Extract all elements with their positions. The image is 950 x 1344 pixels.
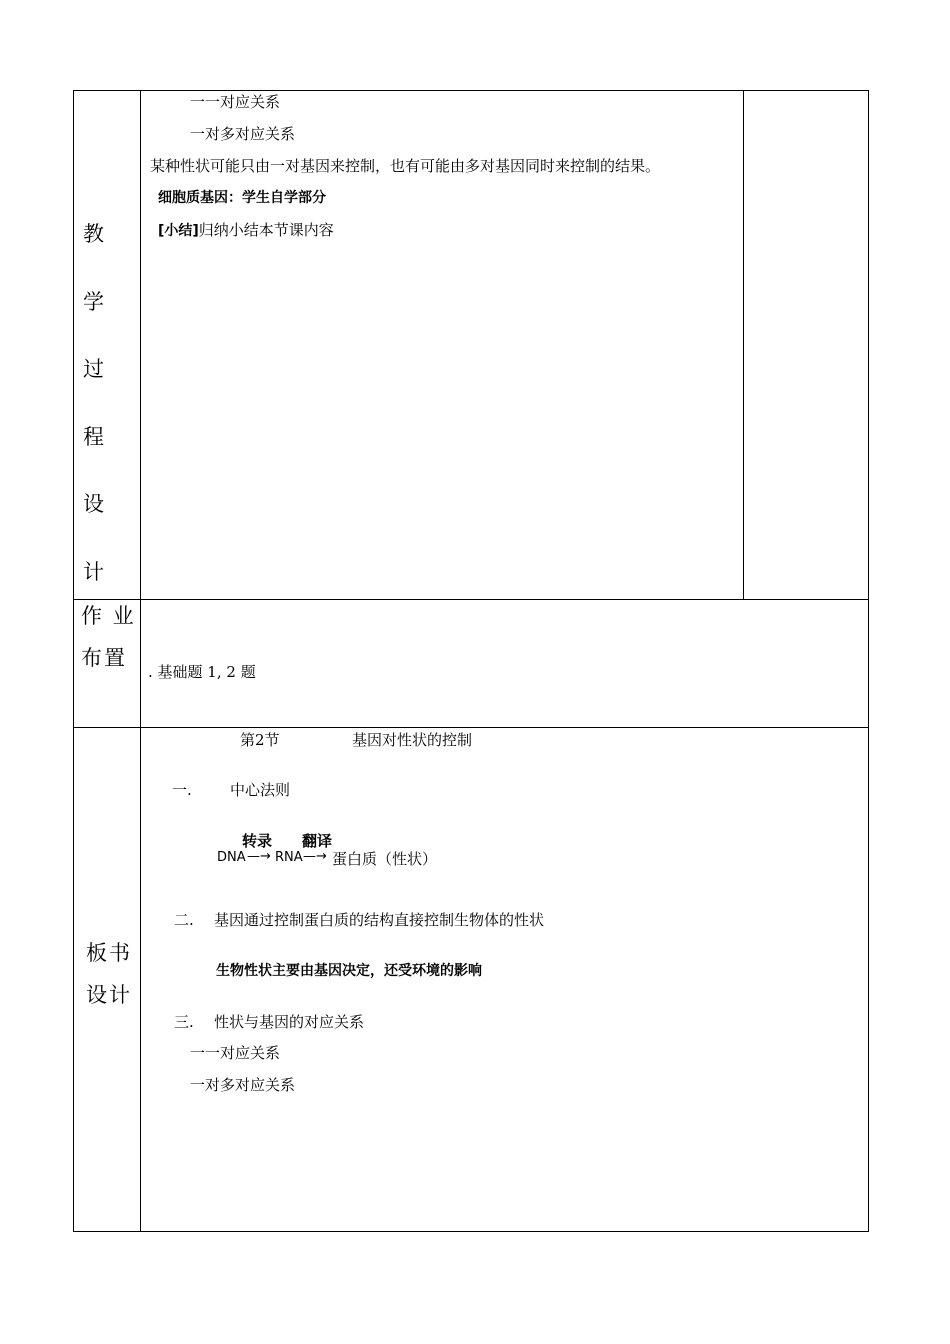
board-section-number: 第2节 [240,731,280,749]
summary-tag: [小结] [158,223,199,239]
table-border-bottom [73,1231,869,1232]
homework-label-line2: 布置 [81,646,127,670]
table-border-top [73,90,869,91]
table-border-row2 [73,727,869,728]
process-line-explanation: 某种性状可能只由一对基因来控制，也有可能由多对基因同时来控制的结果。 [150,157,661,175]
board-sub-one-to-many: 一对多对应关系 [190,1076,296,1094]
arrow-icon: —→ [247,849,271,864]
board-label-line2: 设计 [86,983,132,1007]
table-border-right [868,90,869,1232]
label-char: 学 [83,290,104,314]
board-sub-one-to-one: 一一对应关系 [190,1044,281,1062]
board-item2-text: 基因通过控制蛋白质的结构直接控制生物体的性状 [214,911,545,929]
table-border-notes-col [743,90,744,600]
transcription-label: 转录 [242,832,273,850]
translation-label: 翻译 [302,832,333,850]
board-item2-number: 二. [174,911,194,929]
homework-text: . 基础题 1, 2 题 [148,663,256,681]
table-border-left [73,90,74,1232]
board-item1-text: 中心法则 [230,781,291,799]
board-label-line1: 板书 [86,941,132,965]
table-border-label-col [140,90,141,1232]
cytoplasm-gene-heading: 细胞质基因：学生自学部分 [158,190,326,206]
label-char: 计 [83,560,104,584]
board-item1-number: 一. [172,781,192,799]
board-bold-statement: 生物性状主要由基因决定，还受环境的影响 [216,963,482,979]
table-border-row1 [73,599,869,600]
central-dogma-diagram [212,830,462,870]
homework-label-line1: 作 业 [81,604,136,628]
arrow-icon: —→ [303,849,327,864]
board-item3-number: 三. [174,1013,194,1031]
protein-label: 蛋白质（性状） [332,850,438,868]
board-item3-text: 性状与基因的对应关系 [214,1013,365,1031]
summary-line [158,221,334,240]
label-char: 教 [83,222,104,246]
label-char: 设 [83,492,104,516]
dna-label: DNA [217,850,246,865]
board-title: 基因对性状的控制 [352,731,473,749]
label-char: 过 [83,357,104,381]
process-line-one-to-one: 一一对应关系 [190,93,281,111]
process-line-one-to-many: 一对多对应关系 [190,125,296,143]
label-char: 程 [83,425,104,449]
summary-text: 归纳小结本节课内容 [198,221,334,239]
rna-label: RNA [275,850,303,865]
